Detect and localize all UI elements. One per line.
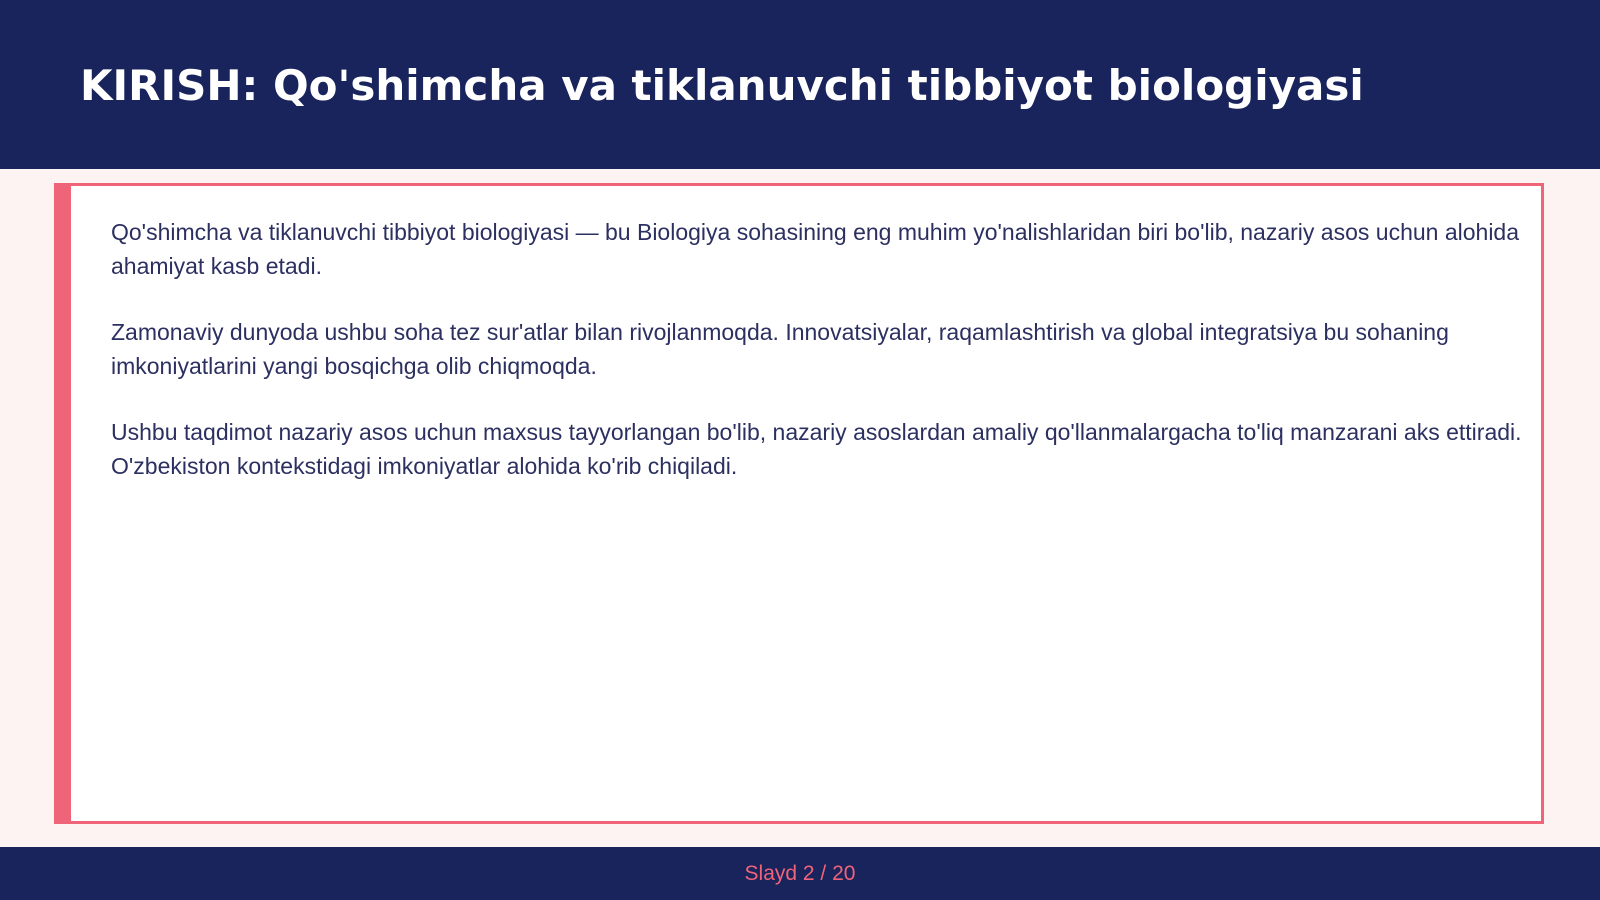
slide-header: [0, 0, 1600, 169]
slide-footer: [0, 847, 1600, 900]
presentation-purpose-paragraph: Ushbu taqdimot nazariy asos uchun maxsus tayyorlangan bo'lib, nazariy asoslardan amaliy qo'llanmalargacha to'liq manzarani aks ettiradi. O'zbekiston kontekstidagi imkoniyatlar alohida ko'rib chiqiladi.: [111, 419, 1522, 479]
development-paragraph: Zamonaviy dunyoda ushbu soha tez sur'atlar bilan rivojlanmoqda. Innovatsiyalar, raqamlashtirish va global integratsiya bu sohaning imkoniyatlarini yangi bosqichga olib chiqmoqda.: [111, 319, 1449, 379]
intro-paragraph: Qo'shimcha va tiklanuvchi tibbiyot biologiyasi — bu Biologiya sohasining eng muhim yo'nalishlaridan biri bo'lib, nazariy asos uchun alohida ahamiyat kasb etadi.: [111, 219, 1520, 279]
slide-title: KIRISH: Qo'shimcha va tiklanuvchi tibbiyot biologiyasi: [80, 61, 1364, 110]
content-card: [54, 183, 1544, 824]
slide-counter: Slayd 2 / 20: [744, 862, 856, 885]
